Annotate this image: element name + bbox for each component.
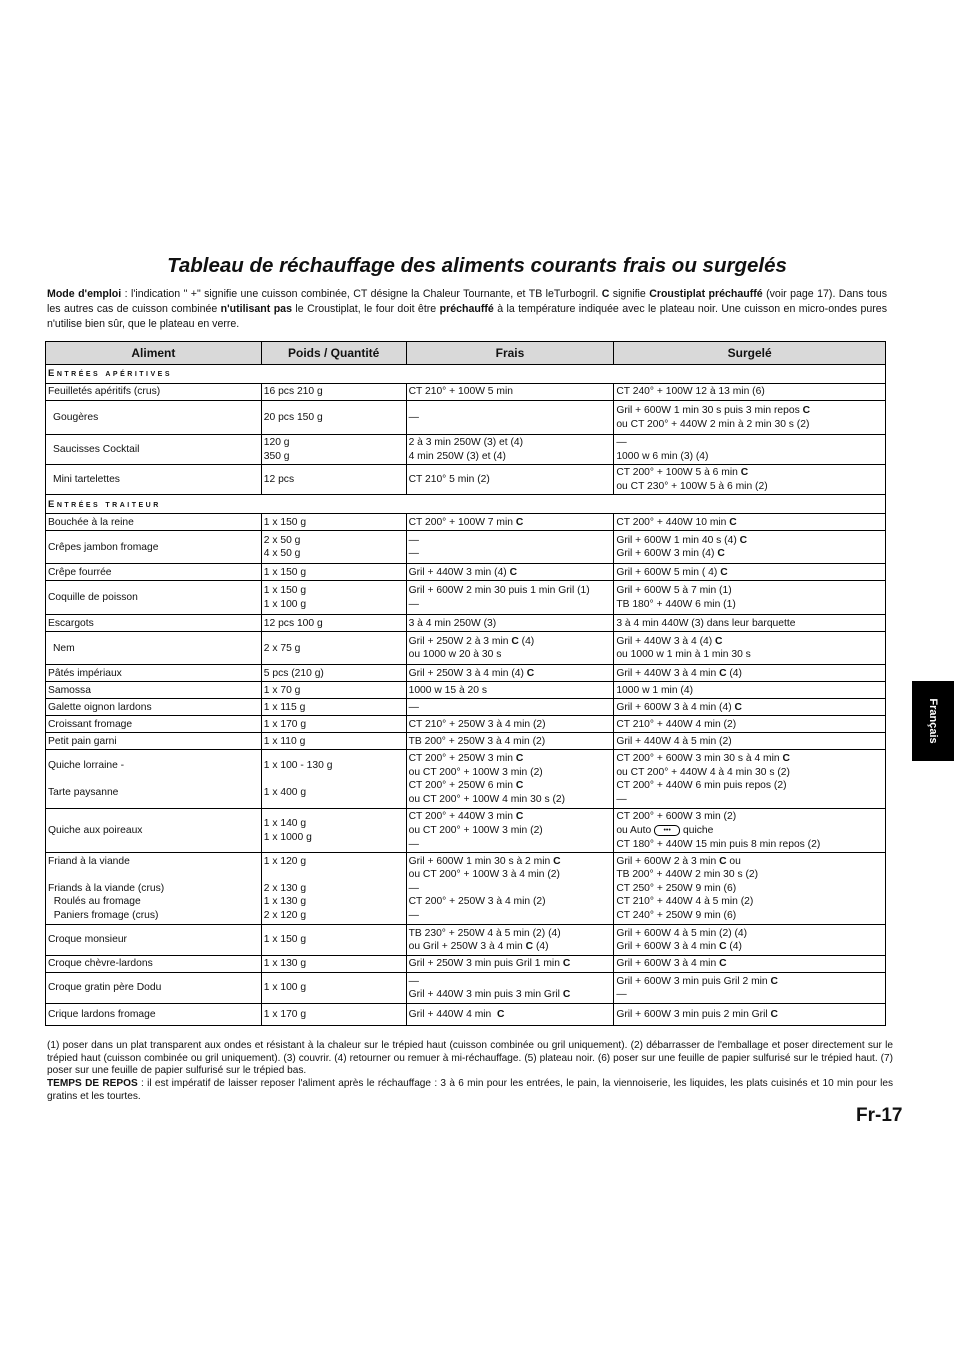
section-row [46,365,886,384]
table-row [46,564,886,581]
cell-line: Quiche lorraine - [48,759,125,771]
cell-poids: 1 x 150 g [261,514,406,531]
cell-surgele [614,1004,886,1026]
cell-aliment: Bouchée à la reine [46,514,262,531]
cell-frais [406,925,614,956]
cell-poids [261,531,406,564]
page-number: Fr-17 [856,1105,903,1126]
cell-line: CT 200° + 600W 3 min (2) [616,811,737,823]
cell-line: CT 200° + 440W 3 min [408,811,513,823]
cell-line: Friand à la viande [48,855,130,867]
cell-line: CT 200° + 440W 10 min [616,516,727,528]
table-row [46,514,886,531]
cell-line: TB 230° + 250W 4 à 5 min (2) (4) [408,927,561,939]
cell-line: 4 min 250W (3) et (4) [408,450,506,462]
croustiplat-mark: C [525,941,534,953]
croustiplat-mark: C [509,566,518,578]
cell-line: Gril + 440W 3 à 4 min [616,667,717,679]
intro-c: C [601,288,610,300]
cell-aliment: Crêpes jambon fromage [46,531,262,564]
cell-line: 4 x 50 g [263,548,301,560]
cell-frais [406,435,614,465]
intro-mode-label: Mode d'emploi [47,288,122,300]
cell-line: — [408,882,419,894]
cell-line: (4) [535,941,549,953]
cell-frais: CT 210° 5 min (2) [406,465,614,495]
cell-line: — [408,838,419,850]
cell-line: Roulés au fromage [53,896,141,908]
col-header-aliment: Aliment [46,342,262,365]
cell-aliment: Feuilletés apéritifs (crus) [46,384,262,401]
croustiplat-mark: C [729,516,737,528]
cell-line: Gril + 600W 1 min 30 s puis 3 min repos [616,404,800,416]
cell-line: Gril + 600W 3 min puis Gril 2 min [616,975,768,987]
cell-aliment: Escargots [46,615,262,632]
cell-frais [406,531,614,564]
col-header-frais: Frais [406,342,614,365]
cell-poids [261,853,406,925]
cell-line: CT 240° + 250W 9 min (6) [616,910,737,922]
croustiplat-mark: C [719,667,727,679]
intro-croustiplat: Croustiplat préchauffé [649,288,763,300]
cell-surgele [614,699,886,716]
cell-aliment: Croque gratin père Dodu [46,973,262,1004]
cell-aliment: Galette oignon lardons [46,699,262,716]
cell-line: ou CT 200° + 100W 3 min (2) [408,824,543,836]
intro-text [47,287,887,332]
cell-line: ou CT 200° + 440W 4 à 4 min 30 s (2) [616,766,790,778]
cell-frais: 3 à 4 min 250W (3) [406,615,614,632]
cell-line: — [408,598,419,610]
cell-surgele: CT 240° + 100W 12 à 13 min (6) [614,384,886,401]
cell-surgele [614,809,886,853]
cell-surgele [614,435,886,465]
cell-frais [406,665,614,682]
table-row [46,632,886,665]
cell-line: CT 210° + 440W 4 à 5 min (2) [616,896,754,908]
table-row [46,956,886,973]
reheat-table [45,341,886,1026]
cell-line: 350 g [263,450,290,462]
cell-line: — [616,437,627,448]
table-row [46,925,886,956]
table-row [46,809,886,853]
cell-line: Gril + 440W 3 à 4 (4) [616,635,713,647]
cell-poids: 1 x 170 g [261,716,406,733]
cell-line: 1 x 150 g [263,585,307,597]
cell-aliment: Gougères [46,401,262,435]
footnote-repos-label: TEMPS DE REPOS [47,1078,138,1090]
cell-surgele [614,564,886,581]
cell-surgele: 3 à 4 min 440W (3) dans leur barquette [614,615,886,632]
cell-aliment: Samossa [46,682,262,699]
table-row [46,384,886,401]
cell-line: 1 x 120 g [263,855,307,867]
cell-line: Tarte paysanne [48,787,119,799]
section-entrees-traiteur: Entrées traiteur [46,495,886,514]
cell-surgele [614,956,886,973]
section-row [46,495,886,514]
cell-line: 2 x 50 g [263,534,301,546]
col-header-poids: Poids / Quantité [261,342,406,365]
cell-line: TB 200° + 440W 2 min 30 s (2) [616,869,759,881]
cell-frais: CT 210° + 250W 3 à 4 min (2) [406,716,614,733]
cell-line: Gril + 250W 2 à 3 min [408,635,509,647]
cell-aliment: Croissant fromage [46,716,262,733]
croustiplat-mark: C [734,701,742,713]
table-row [46,465,886,495]
cell-aliment: Pâtés impériaux [46,665,262,682]
cell-line: CT 200° + 600W 3 min 30 s à 4 min [616,753,780,765]
cell-line: (4) [729,941,742,953]
cell-aliment [46,853,262,925]
cell-line: Gril + 250W 3 min puis Gril 1 min [408,958,560,970]
header-row [46,342,886,365]
intro-prechauffe: préchauffé [439,303,494,315]
cell-frais: TB 200° + 250W 3 à 4 min (2) [406,733,614,750]
section-entrees-aperitives: Entrées apéritives [46,365,886,384]
cell-aliment: Crique lardons fromage [46,1004,262,1026]
table-row [46,1004,886,1026]
cell-line: ou 1000 w 20 à 30 s [408,649,502,661]
cell-surgele [614,632,886,665]
intro-part: : l'indication " +" signifie une cuisson combinée, CT désigne la Chaleur Tournante, et TB leTurbogril. [121,288,602,300]
croustiplat-mark: C [802,404,811,416]
croustiplat-mark: C [720,566,728,578]
cell-poids: 1 x 100 g [261,973,406,1004]
cell-line: — [616,989,627,1001]
croustiplat-mark: C [562,989,571,1001]
cell-line: ou CT 200° + 100W 3 à 4 min (2) [408,869,560,881]
cell-line: (4) [729,667,742,679]
footnote-legend: (1) poser dans un plat transparent aux ondes et résistant à la chaleur sur le trépied haut (cuisson combinée ou gril uniquement). (2) débarrasser de l'emballage et poser directement sur le trépied haut (cuisson combinée ou gril uniquement). (3) couvrir. (4) retourner ou remuer à mi-réchauffage. (5) plateau noir. (6) poser sur une feuille de papier sulfurisé sur le trépied haut. (7) poser sur une feuille de papier sulfurisé sur le trépied bas. [47,1040,893,1077]
cell-poids: 1 x 70 g [261,682,406,699]
table-row [46,581,886,615]
cell-line: CT 200° + 250W 3 à 4 min (2) [408,896,546,908]
table-row [46,699,886,716]
cell-line: CT 200° + 100W 7 min [408,516,513,528]
cell-surgele [614,973,886,1004]
croustiplat-mark: C [515,780,524,792]
croustiplat-mark: C [511,635,519,647]
cell-line: 2 x 120 g [263,910,307,922]
intro-part: le Croustiplat, le four doit être [291,303,440,315]
croustiplat-mark: C [782,753,790,765]
cell-line: — [616,793,627,805]
footnote-repos-text: : il est impératif de laisser reposer l'aliment après le réchauffage : 3 à 6 min pour les entrées, le pain, la viennoiserie, les liquides, les plats cuisinés et 10 min pour les gratins et les tourtes. [47,1078,893,1102]
cell-line: (4) [521,635,535,647]
cell-line: 2 x 130 g [263,882,307,894]
croustiplat-mark: C [515,811,524,823]
cell-line: Gril + 600W 2 à 3 min [616,855,717,867]
cell-line: CT 180° + 440W 15 min puis 8 min repos (2) [616,838,821,850]
croustiplat-mark: C [740,467,749,479]
cell-poids: 1 x 150 g [261,564,406,581]
table-row [46,682,886,699]
table-row [46,973,886,1004]
cell-line: quiche [683,824,714,836]
cell-line: — [408,910,419,922]
cell-frais [406,514,614,531]
cell-poids [261,581,406,615]
cell-poids: 2 x 75 g [261,632,406,665]
cell-poids [261,435,406,465]
cell-surgele [614,531,886,564]
croustiplat-mark: C [515,516,524,528]
cell-line: TB 180° + 440W 6 min (1) [616,598,736,610]
croustiplat-mark: C [719,958,727,970]
table-row [46,733,886,750]
cell-poids: 1 x 170 g [261,1004,406,1026]
cell-frais: — [406,699,614,716]
cell-poids [261,809,406,853]
cell-line: Gril + 600W 3 min puis 2 min Gril [616,1008,768,1020]
cell-poids: 5 pcs (210 g) [261,665,406,682]
cell-surgele [614,581,886,615]
cell-line: Friands à la viande (crus) [48,882,165,894]
cell-line: 1 x 400 g [263,787,307,799]
language-tab [912,681,954,761]
cell-line: 120 g [263,437,290,448]
cell-surgele [614,514,886,531]
intro-part: à la température indiquée avec le plateau noir. Une cuisson en micro-ondes pures n'utilise bien sûr, que le plateau en verre. [47,303,887,330]
col-header-surgele: Surgelé [614,342,886,365]
croustiplat-mark: C [719,941,727,953]
cell-aliment: Saucisses Cocktail [46,435,262,465]
cell-line: Gril + 600W 2 min 30 puis 1 min Gril (1) [408,585,590,597]
intro-nutilisant: n'utilisant pas [220,303,292,315]
cell-line: Gril + 440W 4 min [408,1008,492,1020]
cell-aliment: Quiche aux poireaux [46,809,262,853]
cell-poids: 1 x 130 g [261,956,406,973]
cell-poids [261,750,406,809]
cell-line: Gril + 440W 3 min puis 3 min Gril [408,989,560,1001]
cell-line: 1000 w 6 min (3) (4) [616,450,709,462]
cell-line: Gril + 440W 3 min (4) [408,566,507,578]
cell-line: Gril + 600W 3 à 4 min (4) [616,701,732,713]
table-row [46,615,886,632]
cell-frais: — [406,401,614,435]
cell-line: Gril + 600W 5 à 7 min (1) [616,585,732,597]
cell-frais [406,973,614,1004]
cell-aliment: Coquille de poisson [46,581,262,615]
croustiplat-mark: C [553,855,561,867]
croustiplat-mark: C [739,534,748,546]
cell-line: ou [729,855,741,867]
auto-program-icon: ••• [654,825,680,836]
cell-line: ou Auto [616,824,652,836]
cell-line: ou CT 230° + 100W 5 à 6 min (2) [616,480,768,492]
cell-line: 1 x 1000 g [263,831,312,843]
cell-frais [406,632,614,665]
cell-line: ou CT 200° + 440W 2 min à 2 min 30 s (2) [616,418,810,430]
cell-aliment: Crêpe fourrée [46,564,262,581]
cell-surgele: Gril + 440W 4 à 5 min (2) [614,733,886,750]
cell-frais: CT 210° + 100W 5 min [406,384,614,401]
cell-poids: 12 pcs 100 g [261,615,406,632]
croustiplat-mark: C [515,753,524,765]
cell-aliment: Nem [46,632,262,665]
cell-line: Gril + 600W 5 min ( 4) [616,566,718,578]
cell-poids: 1 x 110 g [261,733,406,750]
cell-line: Gril + 600W 4 à 5 min (2) (4) [616,927,748,939]
croustiplat-mark: C [497,1008,505,1020]
table-row [46,435,886,465]
cell-surgele [614,465,886,495]
cell-frais [406,853,614,925]
cell-line: 1 x 140 g [263,818,307,830]
cell-frais [406,809,614,853]
croustiplat-mark: C [770,1008,778,1020]
cell-line: Gril + 600W 3 min (4) [616,548,715,560]
cell-surgele [614,401,886,435]
cell-aliment: Croque monsieur [46,925,262,956]
cell-frais: 1000 w 15 à 20 s [406,682,614,699]
cell-surgele: 1000 w 1 min (4) [614,682,886,699]
croustiplat-mark: C [715,635,723,647]
cell-line: Gril + 600W 1 min 40 s (4) [616,534,737,546]
cell-line: CT 200° + 250W 6 min [408,780,513,792]
cell-line: 1 x 100 g [263,598,307,610]
croustiplat-mark: C [770,975,778,987]
cell-surgele [614,750,886,809]
croustiplat-mark: C [717,548,725,560]
cell-line: Paniers fromage (crus) [53,910,159,922]
cell-frais [406,581,614,615]
cell-aliment [46,750,262,809]
cell-poids: 1 x 150 g [261,925,406,956]
cell-line: ou CT 200° + 100W 4 min 30 s (2) [408,793,566,805]
language-label: Français [927,698,939,744]
cell-line: — [408,534,419,546]
cell-poids: 12 pcs [261,465,406,495]
cell-line: — [408,975,419,987]
cell-line: ou Gril + 250W 3 à 4 min [408,941,523,953]
table-row [46,665,886,682]
cell-frais [406,564,614,581]
cell-line: 1 x 100 - 130 g [263,759,333,771]
cell-line: Gril + 250W 3 à 4 min (4) [408,667,524,679]
cell-frais [406,1004,614,1026]
cell-line: CT 200° + 440W 6 min puis repos (2) [616,780,787,792]
table-row [46,531,886,564]
intro-part: signifie [609,288,650,300]
table-row [46,750,886,809]
cell-aliment: Croque chèvre-lardons [46,956,262,973]
cell-aliment: Petit pain garni [46,733,262,750]
croustiplat-mark: C [719,855,727,867]
cell-surgele [614,925,886,956]
cell-frais [406,956,614,973]
page-title: Tableau de réchauffage des aliments courants frais ou surgelés [167,254,787,277]
cell-surgele: CT 210° + 440W 4 min (2) [614,716,886,733]
croustiplat-mark: C [526,667,535,679]
table-row [46,716,886,733]
croustiplat-mark: C [562,958,571,970]
table-row [46,853,886,925]
cell-line: 2 à 3 min 250W (3) et (4) [408,437,524,448]
cell-line: CT 200° + 100W 5 à 6 min [616,467,738,479]
cell-line: — [408,548,419,560]
intro-part: (voir page 17). Dans tous les autres cas de cuisson combinée [47,288,887,315]
footnotes [47,1040,893,1104]
cell-poids: 16 pcs 210 g [261,384,406,401]
cell-frais [406,750,614,809]
cell-line: Gril + 600W 1 min 30 s à 2 min [408,855,551,867]
cell-line: Gril + 600W 3 à 4 min [616,958,717,970]
cell-poids: 1 x 115 g [261,699,406,716]
cell-line: ou 1000 w 1 min à 1 min 30 s [616,649,751,661]
cell-poids: 20 pcs 150 g [261,401,406,435]
table-row [46,401,886,435]
cell-surgele [614,853,886,925]
cell-line: CT 200° + 250W 3 min [408,753,513,765]
cell-surgele [614,665,886,682]
cell-line: 1 x 130 g [263,896,307,908]
cell-line: CT 250° + 250W 9 min (6) [616,882,737,894]
cell-line: Gril + 600W 3 à 4 min [616,941,717,953]
cell-line: ou CT 200° + 100W 3 min (2) [408,766,543,778]
cell-aliment: Mini tartelettes [46,465,262,495]
